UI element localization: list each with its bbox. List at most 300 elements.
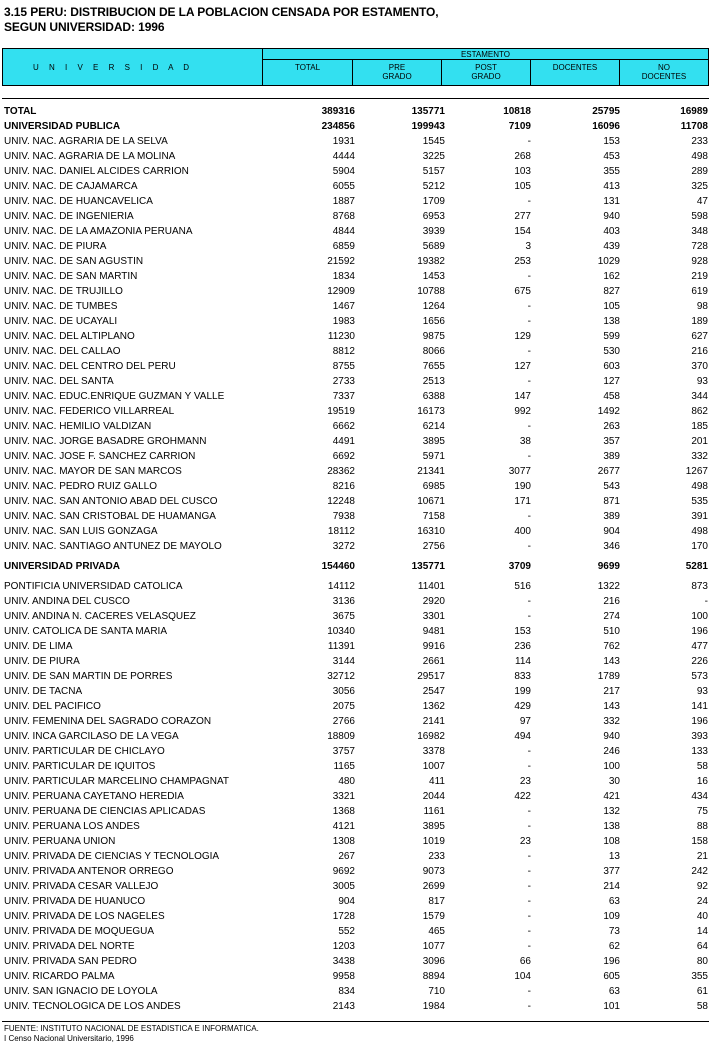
cell-pre: 19382	[417, 256, 445, 267]
table-row	[0, 759, 711, 774]
table-row	[0, 179, 711, 194]
cell-total: 6055	[332, 181, 355, 192]
header-postgrado	[442, 60, 531, 86]
cell-pre: 7158	[422, 511, 445, 522]
cell-doc: 827	[603, 286, 620, 297]
cell-total: 3438	[332, 956, 355, 967]
cell-nodoc: 93	[696, 686, 708, 697]
row-name: UNIV. SAN IGNACIO DE LOYOLA	[4, 986, 158, 997]
cell-doc: 73	[608, 926, 620, 937]
cell-doc: 9699	[597, 561, 620, 572]
cell-pre: 3895	[422, 436, 445, 447]
source-line-2: I Censo Nacional Universitario, 1996	[4, 1034, 134, 1043]
cell-nodoc: 185	[691, 421, 708, 432]
cell-pre: 465	[428, 926, 445, 937]
cell-total: 1467	[332, 301, 355, 312]
table-row	[0, 344, 711, 359]
cell-post: -	[527, 881, 531, 892]
cell-doc: 138	[603, 821, 620, 832]
cell-pre: 710	[428, 986, 445, 997]
cell-doc: 389	[603, 451, 620, 462]
cell-total: 389316	[321, 106, 355, 117]
cell-post: -	[527, 301, 531, 312]
cell-doc: 355	[603, 166, 620, 177]
table-row	[0, 509, 711, 524]
cell-nodoc: 1267	[685, 466, 708, 477]
cell-doc: 530	[603, 346, 620, 357]
cell-post: -	[527, 866, 531, 877]
table-header	[2, 48, 709, 88]
cell-pre: 5689	[422, 241, 445, 252]
cell-nodoc: 196	[691, 716, 708, 727]
cell-pre: 6388	[422, 391, 445, 402]
row-name: UNIV. NAC. JORGE BASADRE GROHMANN	[4, 436, 207, 447]
table-row	[0, 494, 711, 509]
cell-post: 105	[514, 181, 531, 192]
header-postgrado-line2: GRADO	[471, 72, 501, 81]
row-name: UNIV. NAC. DE SAN MARTIN	[4, 271, 138, 282]
row-name: UNIV. NAC. FEDERICO VILLARREAL	[4, 406, 175, 417]
cell-post: 675	[514, 286, 531, 297]
cell-post: 10818	[503, 106, 531, 117]
cell-nodoc: 216	[691, 346, 708, 357]
row-name: UNIV. PRIVADA DE LOS NAGELES	[4, 911, 165, 922]
table-row	[0, 684, 711, 699]
cell-nodoc: 862	[691, 406, 708, 417]
cell-pre: 3939	[422, 226, 445, 237]
cell-doc: 13	[608, 851, 620, 862]
row-name: UNIV. NAC. MAYOR DE SAN MARCOS	[4, 466, 182, 477]
cell-nodoc: 873	[691, 581, 708, 592]
header-pregrado-line2: GRADO	[382, 72, 412, 81]
cell-post: 422	[514, 791, 531, 802]
cell-nodoc: 498	[691, 526, 708, 537]
cell-doc: 2677	[597, 466, 620, 477]
cell-doc: 109	[603, 911, 620, 922]
cell-pre: 2756	[422, 541, 445, 552]
cell-nodoc: 5281	[685, 561, 708, 572]
cell-total: 28362	[327, 466, 355, 477]
cell-nodoc: 728	[691, 241, 708, 252]
cell-doc: 105	[603, 301, 620, 312]
cell-post: 236	[514, 641, 531, 652]
row-name: UNIV. NAC. DE HUANCAVELICA	[4, 196, 153, 207]
cell-post: 129	[514, 331, 531, 342]
cell-post: 23	[519, 776, 531, 787]
cell-total: 1368	[332, 806, 355, 817]
cell-post: 833	[514, 671, 531, 682]
row-name: UNIV. NAC. DEL SANTA	[4, 376, 114, 387]
cell-post: 516	[514, 581, 531, 592]
row-name: UNIV. NAC. DEL ALTIPLANO	[4, 331, 135, 342]
cell-total: 1308	[332, 836, 355, 847]
cell-post: 103	[514, 166, 531, 177]
cell-pre: 9481	[422, 626, 445, 637]
cell-nodoc: 598	[691, 211, 708, 222]
cell-nodoc: 47	[696, 196, 708, 207]
cell-pre: 1264	[422, 301, 445, 312]
table-row	[0, 464, 711, 479]
cell-pre: 6953	[422, 211, 445, 222]
cell-total: 18112	[327, 526, 355, 537]
cell-total: 3321	[332, 791, 355, 802]
row-name: UNIV. PRIVADA ANTENOR ORREGO	[4, 866, 174, 877]
table-row	[0, 419, 711, 434]
table-row	[0, 804, 711, 819]
row-name: UNIV. NAC. DE LA AMAZONIA PERUANA	[4, 226, 193, 237]
header-universidad: U N I V E R S I D A D	[2, 48, 263, 86]
cell-doc: 510	[603, 626, 620, 637]
cell-pre: 817	[428, 896, 445, 907]
cell-post: 3709	[508, 561, 531, 572]
table-row	[0, 924, 711, 939]
cell-pre: 2661	[422, 656, 445, 667]
cell-total: 2766	[332, 716, 355, 727]
cell-nodoc: 242	[691, 866, 708, 877]
table-row	[0, 579, 711, 594]
cell-total: 6662	[332, 421, 355, 432]
cell-doc: 216	[603, 596, 620, 607]
cell-total: 154460	[321, 561, 355, 572]
cell-total: 2143	[332, 1001, 355, 1012]
cell-pre: 16173	[417, 406, 445, 417]
cell-nodoc: 141	[691, 701, 708, 712]
cell-doc: 377	[603, 866, 620, 877]
cell-doc: 25795	[592, 106, 620, 117]
cell-pre: 10671	[417, 496, 445, 507]
cell-pre: 1007	[422, 761, 445, 772]
cell-nodoc: 40	[696, 911, 708, 922]
cell-post: 268	[514, 151, 531, 162]
cell-nodoc: 498	[691, 151, 708, 162]
cell-total: 18809	[327, 731, 355, 742]
cell-nodoc: 14	[696, 926, 708, 937]
table-row	[0, 389, 711, 404]
cell-pre: 199943	[411, 121, 445, 132]
cell-nodoc: 61	[696, 986, 708, 997]
row-name: UNIV. PRIVADA DEL NORTE	[4, 941, 135, 952]
cell-total: 234856	[321, 121, 355, 132]
header-total	[263, 60, 353, 86]
table-row	[0, 299, 711, 314]
table-row	[0, 209, 711, 224]
header-docentes-label: DOCENTES	[552, 63, 598, 72]
cell-doc: 421	[603, 791, 620, 802]
cell-nodoc: 58	[696, 761, 708, 772]
cell-total: 4444	[332, 151, 355, 162]
source-note	[4, 1024, 259, 1044]
cell-post: -	[527, 346, 531, 357]
cell-nodoc: 92	[696, 881, 708, 892]
table-row	[0, 999, 711, 1014]
cell-pre: 1453	[422, 271, 445, 282]
cell-pre: 135771	[411, 106, 445, 117]
table-row	[0, 819, 711, 834]
footer-divider	[2, 1021, 709, 1022]
cell-pre: 9916	[422, 641, 445, 652]
cell-doc: 940	[603, 731, 620, 742]
cell-total: 1834	[332, 271, 355, 282]
table-row	[0, 539, 711, 554]
cell-pre: 411	[429, 776, 445, 787]
cell-post: 97	[519, 716, 531, 727]
cell-post: -	[527, 746, 531, 757]
table-row	[0, 164, 711, 179]
cell-post: 38	[519, 436, 531, 447]
cell-total: 11230	[327, 331, 355, 342]
cell-doc: 904	[603, 526, 620, 537]
row-name: UNIV. PERUANA LOS ANDES	[4, 821, 140, 832]
cell-nodoc: 11708	[680, 121, 708, 132]
row-name: UNIV. NAC. DE TRUJILLO	[4, 286, 123, 297]
cell-nodoc: 189	[691, 316, 708, 327]
table-row	[0, 624, 711, 639]
table-row	[0, 984, 711, 999]
cell-total: 7938	[332, 511, 355, 522]
cell-total: 1931	[332, 136, 355, 147]
cell-pre: 233	[428, 851, 445, 862]
cell-post: 190	[514, 481, 531, 492]
cell-post: 147	[514, 391, 531, 402]
cell-total: 11391	[327, 641, 355, 652]
row-name: UNIV. NAC. SANTIAGO ANTUNEZ DE MAYOLO	[4, 541, 222, 552]
title-line-2: SEGUN UNIVERSIDAD: 1996	[4, 20, 165, 34]
cell-pre: 7655	[422, 361, 445, 372]
cell-pre: 2141	[422, 716, 445, 727]
cell-nodoc: 573	[691, 671, 708, 682]
cell-doc: 138	[603, 316, 620, 327]
row-name: UNIV. NAC. JOSE F. SANCHEZ CARRION	[4, 451, 196, 462]
table-row	[0, 954, 711, 969]
cell-total: 3757	[332, 746, 355, 757]
cell-pre: 1077	[422, 941, 445, 952]
table-row	[0, 669, 711, 684]
cell-nodoc: 391	[691, 511, 708, 522]
row-name: UNIV. PRIVADA DE CIENCIAS Y TECNOLOGIA	[4, 851, 220, 862]
cell-nodoc: 226	[691, 656, 708, 667]
cell-pre: 1984	[422, 1001, 445, 1012]
cell-pre: 135771	[411, 561, 445, 572]
cell-nodoc: 170	[691, 541, 708, 552]
cell-post: -	[527, 1001, 531, 1012]
cell-nodoc: 196	[691, 626, 708, 637]
cell-total: 10340	[327, 626, 355, 637]
cell-post: 7109	[508, 121, 531, 132]
table-row	[0, 699, 711, 714]
cell-doc: 100	[603, 761, 620, 772]
cell-doc: 63	[608, 896, 620, 907]
table-row	[0, 639, 711, 654]
row-name: UNIV. PRIVADA DE MOQUEGUA	[4, 926, 155, 937]
cell-post: 23	[519, 836, 531, 847]
cell-nodoc: 98	[696, 301, 708, 312]
row-name: UNIV. NAC. DE PIURA	[4, 241, 107, 252]
table-row	[0, 149, 711, 164]
cell-total: 834	[338, 986, 355, 997]
cell-post: 104	[514, 971, 531, 982]
header-docentes	[531, 60, 620, 86]
row-name: UNIV. RICARDO PALMA	[4, 971, 115, 982]
row-name: UNIV. NAC. PEDRO RUIZ GALLO	[4, 481, 157, 492]
cell-pre: 21341	[417, 466, 445, 477]
cell-pre: 8894	[422, 971, 445, 982]
cell-pre: 3301	[422, 611, 445, 622]
cell-post: 992	[514, 406, 531, 417]
table-row	[0, 404, 711, 419]
cell-pre: 2044	[422, 791, 445, 802]
cell-nodoc: 201	[691, 436, 708, 447]
cell-post: 154	[514, 226, 531, 237]
table-row	[0, 834, 711, 849]
row-name: UNIVERSIDAD PUBLICA	[4, 121, 121, 132]
row-name: UNIV. DEL PACIFICO	[4, 701, 101, 712]
cell-doc: 605	[603, 971, 620, 982]
cell-nodoc: -	[704, 596, 708, 607]
cell-post: -	[527, 196, 531, 207]
cell-doc: 403	[603, 226, 620, 237]
row-name: UNIV. NAC. DE UCAYALI	[4, 316, 118, 327]
cell-pre: 6214	[422, 421, 445, 432]
table-row	[0, 449, 711, 464]
cell-nodoc: 355	[691, 971, 708, 982]
cell-post: -	[527, 926, 531, 937]
row-name: UNIV. NAC. SAN LUIS GONZAGA	[4, 526, 158, 537]
cell-total: 1887	[332, 196, 355, 207]
cell-doc: 101	[603, 1001, 620, 1012]
cell-pre: 1656	[422, 316, 445, 327]
table-row	[0, 879, 711, 894]
table-row	[0, 239, 711, 254]
table-row	[0, 894, 711, 909]
row-name: UNIVERSIDAD PRIVADA	[4, 561, 120, 572]
cell-pre: 5212	[422, 181, 445, 192]
cell-nodoc: 325	[691, 181, 708, 192]
cell-nodoc: 21	[696, 851, 708, 862]
cell-post: -	[527, 851, 531, 862]
cell-total: 12248	[327, 496, 355, 507]
cell-pre: 1362	[422, 701, 445, 712]
cell-doc: 162	[603, 271, 620, 282]
header-total-label: TOTAL	[294, 63, 321, 72]
cell-post: -	[527, 421, 531, 432]
cell-doc: 263	[603, 421, 620, 432]
cell-total: 1203	[332, 941, 355, 952]
cell-pre: 1019	[422, 836, 445, 847]
row-name: UNIV. TECNOLOGICA DE LOS ANDES	[4, 1001, 181, 1012]
cell-post: -	[527, 376, 531, 387]
cell-total: 9958	[332, 971, 355, 982]
cell-pre: 1545	[422, 136, 445, 147]
cell-total: 1728	[332, 911, 355, 922]
header-nodocentes	[620, 60, 709, 86]
cell-doc: 63	[608, 986, 620, 997]
cell-post: -	[527, 986, 531, 997]
table-row	[0, 224, 711, 239]
cell-total: 7337	[332, 391, 355, 402]
row-name: PONTIFICIA UNIVERSIDAD CATOLICA	[4, 581, 183, 592]
row-name: UNIV. DE PIURA	[4, 656, 80, 667]
cell-pre: 1579	[422, 911, 445, 922]
row-name: UNIV. ANDINA DEL CUSCO	[4, 596, 130, 607]
table-row	[0, 864, 711, 879]
cell-nodoc: 289	[691, 166, 708, 177]
cell-post: -	[527, 451, 531, 462]
cell-doc: 246	[603, 746, 620, 757]
cell-pre: 3225	[422, 151, 445, 162]
cell-post: -	[527, 821, 531, 832]
cell-nodoc: 477	[691, 641, 708, 652]
cell-post: -	[527, 541, 531, 552]
cell-total: 8216	[332, 481, 355, 492]
cell-total: 32712	[327, 671, 355, 682]
cell-pre: 6985	[422, 481, 445, 492]
row-name: TOTAL	[4, 106, 37, 117]
cell-doc: 132	[603, 806, 620, 817]
cell-pre: 3096	[422, 956, 445, 967]
row-name: UNIV. PRIVADA SAN PEDRO	[4, 956, 137, 967]
table-row	[0, 134, 711, 149]
cell-post: 171	[514, 496, 531, 507]
header-nodocentes-line2: DOCENTES	[641, 72, 687, 81]
table-row	[0, 119, 711, 134]
cell-post: -	[527, 596, 531, 607]
cell-total: 3675	[332, 611, 355, 622]
row-name: UNIV. NAC. AGRARIA DE LA MOLINA	[4, 151, 176, 162]
cell-post: 3077	[508, 466, 531, 477]
row-name: UNIV. DE TACNA	[4, 686, 83, 697]
cell-total: 8812	[332, 346, 355, 357]
cell-doc: 599	[603, 331, 620, 342]
cell-post: 429	[514, 701, 531, 712]
row-name: UNIV. DE SAN MARTIN DE PORRES	[4, 671, 173, 682]
cell-total: 267	[338, 851, 355, 862]
cell-total: 552	[338, 926, 355, 937]
cell-post: -	[527, 316, 531, 327]
cell-nodoc: 158	[691, 836, 708, 847]
row-name: UNIV. NAC. HEMILIO VALDIZAN	[4, 421, 152, 432]
source-line-1: FUENTE: INSTITUTO NACIONAL DE ESTADISTICA E INFORMATICA.	[4, 1024, 259, 1033]
cell-doc: 274	[603, 611, 620, 622]
cell-total: 9692	[332, 866, 355, 877]
table-row	[0, 654, 711, 669]
cell-nodoc: 16989	[680, 106, 708, 117]
table-row	[0, 849, 711, 864]
cell-pre: 3895	[422, 821, 445, 832]
cell-total: 1165	[333, 761, 355, 772]
row-name: UNIV. NAC. SAN ANTONIO ABAD DEL CUSCO	[4, 496, 218, 507]
table-row	[0, 434, 711, 449]
row-name: UNIV. PERUANA CAYETANO HEREDIA	[4, 791, 184, 802]
cell-doc: 603	[603, 361, 620, 372]
cell-post: 114	[515, 656, 531, 667]
cell-pre: 8066	[422, 346, 445, 357]
cell-doc: 217	[603, 686, 620, 697]
cell-doc: 127	[603, 376, 620, 387]
cell-doc: 762	[603, 641, 620, 652]
cell-post: -	[527, 511, 531, 522]
cell-total: 3005	[332, 881, 355, 892]
cell-doc: 1029	[597, 256, 620, 267]
cell-nodoc: 619	[691, 286, 708, 297]
table-row	[0, 744, 711, 759]
header-nodocentes-line1: NO	[658, 63, 670, 72]
cell-pre: 2547	[422, 686, 445, 697]
table-row	[0, 329, 711, 344]
cell-nodoc: 64	[696, 941, 708, 952]
cell-nodoc: 627	[691, 331, 708, 342]
cell-nodoc: 88	[696, 821, 708, 832]
cell-post: 277	[514, 211, 531, 222]
